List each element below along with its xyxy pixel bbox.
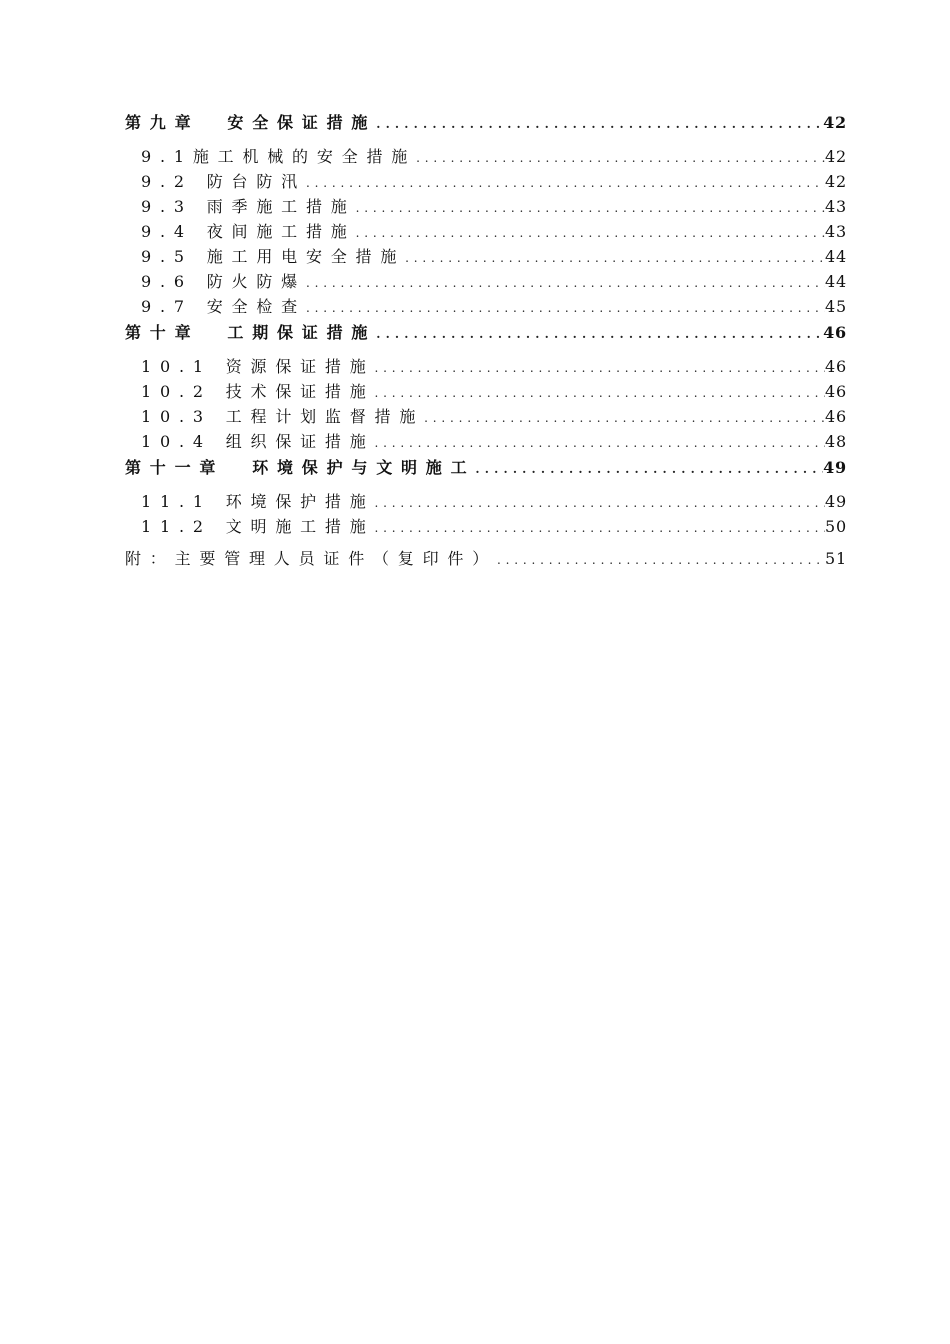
toc-page-number: 50 [825,517,847,536]
toc-page-number: 48 [825,432,847,451]
toc-entry-text: 防台防汛 [206,172,306,191]
toc-entry-label: 9.5 [141,247,193,266]
toc-dot-leader [376,117,823,131]
toc-section-11-1[interactable] [125,489,847,514]
toc-section-11-2[interactable] [125,514,847,539]
toc-entry-text: 安全检查 [206,297,306,316]
toc-entry-label: 11.2 [141,517,212,536]
toc-dot-leader [475,462,823,476]
toc-entry-text: 资源保证措施 [225,357,375,376]
toc-entry-title [125,244,405,267]
toc-section-10-2[interactable] [125,379,847,404]
toc-entry-text: 施工机械的安全措施 [192,147,417,166]
toc-chapter-11[interactable] [125,455,847,489]
toc-dot-leader [306,276,825,290]
toc-entry-title [125,169,306,192]
toc-section-9-6[interactable] [125,269,847,294]
toc-page-number: 43 [825,222,847,241]
toc-page-number: 43 [825,197,847,216]
toc-page-number: 42 [825,147,847,166]
toc-entry-title [125,429,375,452]
toc-entry-title [125,219,356,242]
toc-entry-label: 10.1 [141,357,212,376]
toc-entry-title [125,455,475,478]
toc-entry-text: 环境保护措施 [225,492,375,511]
toc-section-10-4[interactable] [125,429,847,454]
toc-page-number: 49 [823,458,847,477]
toc-page-number: 46 [825,382,847,401]
toc-entry-label: 第十章 [125,323,200,342]
toc-entry-title [125,194,356,217]
toc-page-number: 49 [825,492,847,511]
toc-chapter-9[interactable] [125,110,847,144]
toc-chapter-10[interactable] [125,320,847,354]
toc-dot-leader [416,151,825,165]
toc-page-number: 46 [825,407,847,426]
toc-entry-title [125,489,375,512]
toc-section-9-5[interactable] [125,244,847,269]
toc-entry-text: 施工用电安全措施 [206,247,406,266]
toc-appendix[interactable] [125,546,847,571]
toc-entry-text: 文明施工措施 [225,517,375,536]
toc-section-9-4[interactable] [125,219,847,244]
toc-entry-label: 10.2 [141,382,212,401]
toc-dot-leader [375,436,826,450]
toc-entry-text: 雨季施工措施 [206,197,356,216]
toc-entry-label: 9.1 [141,147,193,166]
toc-entry-text: 安全保证措施 [227,113,377,132]
toc-page-number: 42 [825,172,847,191]
toc-entry-label: 10.4 [141,432,212,451]
toc-dot-leader [375,361,826,375]
toc-entry-text: 组织保证措施 [225,432,375,451]
toc-entry-title [125,144,416,167]
toc-dot-leader [306,176,825,190]
toc-entry-text: 主要管理人员证件（复印件） [174,549,498,568]
toc-dot-leader [356,226,825,240]
toc-entry-label: 9.7 [141,297,193,316]
toc-section-10-3[interactable] [125,404,847,429]
toc-entry-text: 防火防爆 [206,272,306,291]
toc-entry-label: 9.4 [141,222,193,241]
toc-page-number: 42 [823,113,847,132]
toc-dot-leader [356,201,825,215]
toc-page-number: 44 [825,247,847,266]
toc-dot-leader [424,411,825,425]
toc-entry-label: 9.3 [141,197,193,216]
toc-entry-label: 第九章 [125,113,200,132]
toc-entry-title [125,404,424,427]
toc-entry-title [125,320,376,343]
toc-dot-leader [405,251,825,265]
toc-dot-leader [306,301,825,315]
table-of-contents [125,110,847,571]
toc-entry-title [125,354,375,377]
toc-page-number: 51 [825,549,847,568]
toc-dot-leader [497,553,825,567]
toc-entry-label: 附： [125,549,175,568]
toc-page-number: 46 [825,357,847,376]
toc-page-number: 44 [825,272,847,291]
toc-dot-leader [375,496,826,510]
toc-entry-label: 9.2 [141,172,193,191]
toc-page-number: 46 [823,323,847,342]
toc-entry-label: 9.6 [141,272,193,291]
toc-entry-text: 夜间施工措施 [206,222,356,241]
toc-entry-title [125,110,376,133]
toc-section-9-7[interactable] [125,294,847,319]
toc-entry-label: 11.1 [141,492,212,511]
toc-dot-leader [375,386,826,400]
toc-entry-label: 10.3 [141,407,212,426]
toc-entry-text: 工期保证措施 [227,323,377,342]
toc-entry-title [125,294,306,317]
toc-dot-leader [375,521,826,535]
toc-entry-label: 第十一章 [125,458,225,477]
toc-section-9-1[interactable] [125,144,847,169]
toc-entry-title [125,514,375,537]
toc-page-number: 45 [825,297,847,316]
toc-entry-text: 工程计划监督措施 [225,407,425,426]
toc-section-9-2[interactable] [125,169,847,194]
toc-entry-title [125,379,375,402]
toc-section-10-1[interactable] [125,354,847,379]
toc-entry-title [125,269,306,292]
toc-dot-leader [376,327,823,341]
toc-section-9-3[interactable] [125,194,847,219]
toc-entry-text: 技术保证措施 [225,382,375,401]
toc-entry-title [125,546,497,569]
toc-entry-text: 环境保护与文明施工 [252,458,476,477]
